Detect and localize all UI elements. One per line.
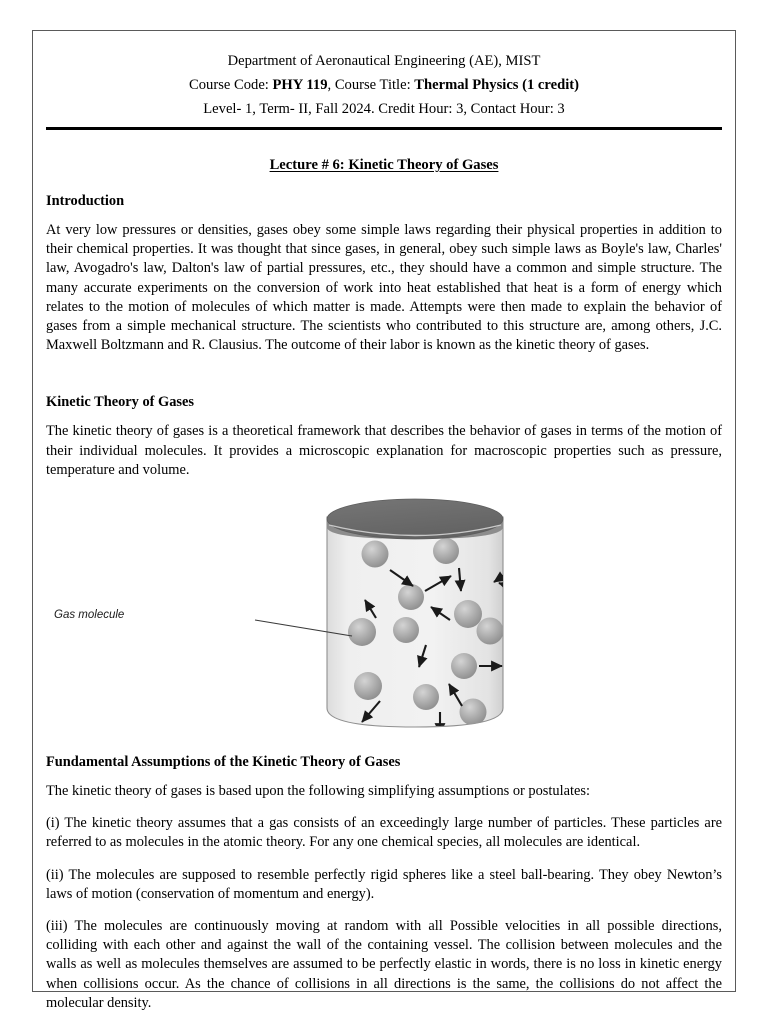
cylinder-vessel bbox=[327, 499, 547, 734]
gas-molecule-labeled bbox=[348, 618, 376, 646]
gas-molecule bbox=[454, 600, 482, 628]
document-header bbox=[46, 31, 722, 130]
section-heading-introduction: Introduction bbox=[46, 193, 125, 209]
section-heading-assumptions: Fundamental Assumptions of the Kinetic Theory of Gases bbox=[46, 754, 401, 771]
header-level-term: Level- 1, Term- II, Fall 2024. Credit Hour: 3, Contact Hour: 3 bbox=[203, 101, 565, 117]
header-divider-rule bbox=[46, 127, 722, 130]
callout-label: Gas molecule bbox=[54, 609, 125, 622]
gas-molecule bbox=[451, 653, 477, 679]
course-title-value: Thermal Physics (1 credit) bbox=[414, 77, 579, 93]
gas-molecule bbox=[512, 676, 540, 704]
figure-gas-molecules-in-cylinder bbox=[46, 494, 722, 737]
section-spacer bbox=[46, 355, 722, 375]
gas-molecule bbox=[511, 538, 538, 565]
gas-molecule-callout bbox=[54, 609, 352, 636]
gas-molecule bbox=[362, 541, 389, 568]
gas-molecule bbox=[460, 699, 487, 726]
course-code-label: Course Code: bbox=[189, 77, 273, 93]
course-code-value: PHY 119 bbox=[272, 77, 328, 93]
velocity-arrow bbox=[505, 616, 527, 627]
document-page bbox=[32, 30, 736, 1011]
gas-cylinder-diagram bbox=[46, 494, 722, 737]
cylinder-lid bbox=[327, 499, 503, 539]
header-course bbox=[46, 73, 722, 97]
paragraph-assumption-i: (i) The kinetic theory assumes that a gas consists of an exceedingly large number of particles. These particles are referred to as molecules in the atomic theory. For any one chemical species, all molecules are identical. bbox=[46, 815, 722, 851]
lecture-title-text: Lecture # 6: Kinetic Theory of Gases bbox=[269, 157, 499, 173]
gas-molecule bbox=[520, 581, 547, 608]
paragraph-assumptions-intro: The kinetic theory of gases is based upon the following simplifying assumptions or postulates: bbox=[46, 783, 590, 800]
page-content bbox=[46, 31, 722, 1011]
gas-molecule bbox=[433, 538, 459, 564]
section-heading-kinetic-theory: Kinetic Theory of Gases bbox=[46, 394, 195, 411]
velocity-arrow bbox=[507, 715, 525, 730]
gas-molecule bbox=[393, 617, 419, 643]
paragraph-kinetic-theory: The kinetic theory of gases is a theoretical framework that describes the behavior of gases in terms of the motion of their individual molecules. It provides a microscopic explanation for macroscopic properties such as pressure, temperature and volume. bbox=[46, 423, 722, 478]
paragraph-introduction: At very low pressures or densities, gases obey some simple laws regarding their physical properties in addition to their chemical properties. It was thought that since gases, in general, obey such simple laws as Boyle's law, Charles' law, Avogadro's law, Dalton's law of partial pressures, etc., they should have a common and simple structure. The many accurate experiments on the conversion of work into heat established that heat is a form of energy which relates to the motion of molecules of which matter is made. Attempts were then made to explain the behavior of gases from a simple mechanical structure. The scientists who contributed to this structure are, among others, J.C. Maxwell Boltzmann and R. Clausius. The outcome of their labor is known as the kinetic theory of gases. bbox=[46, 222, 722, 354]
header-department: Department of Aeronautical Engineering (AE), MIST bbox=[227, 53, 541, 69]
gas-molecule bbox=[354, 672, 382, 700]
course-title-label: , Course Title: bbox=[327, 77, 415, 93]
lecture-title bbox=[46, 157, 722, 174]
paragraph-assumption-ii: (ii) The molecules are supposed to resemble perfectly rigid spheres like a steel ball-bearing. They obey Newton’s laws of motion (conservation of momentum and energy). bbox=[46, 866, 722, 902]
velocity-arrow bbox=[538, 656, 540, 680]
paragraph-assumption-iii: (iii) The molecules are continuously moving at random with all Possible velocities in all possible directions, colliding with each other and against the wall of the containing vessel. The collision between molecules and the walls as well as molecules themselves are assumed to be perfectly elastic in words, there is no loss in kinetic energy when collisions occur. As the chance of collisions in all directions is the same, the collisions do not affect the molecular density. bbox=[46, 918, 722, 1011]
gas-molecule bbox=[413, 684, 439, 710]
gas-molecule bbox=[398, 584, 424, 610]
gas-molecule bbox=[477, 618, 504, 645]
